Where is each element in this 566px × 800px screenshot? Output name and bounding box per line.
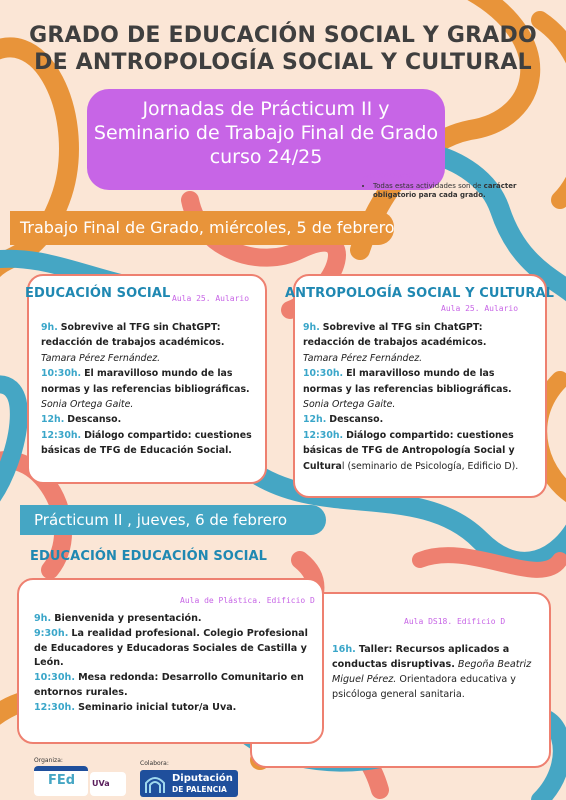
item-time: 12:30h.	[34, 701, 76, 713]
schedule-item	[34, 701, 312, 716]
item-title: Bienvenida y presentación.	[54, 613, 202, 624]
tfg-banner: Trabajo Final de Grado, miércoles, 5 de febrero	[10, 211, 394, 245]
item-time: 10:30h.	[34, 672, 76, 684]
item-time: 12:30h.	[303, 429, 344, 441]
item-time: 9h.	[303, 322, 320, 333]
organiza-label: Organiza:	[34, 757, 63, 764]
schedule-item	[41, 366, 255, 412]
item-time: 12:30h.	[41, 429, 82, 441]
practicum-heading: EDUCACIÓN EDUCACIÓN SOCIAL	[30, 549, 268, 564]
item-title: Diálogo compartido: cuestiones básicas de TFG de Antropología Social y Cultura	[303, 429, 515, 472]
uva-logo	[90, 772, 126, 796]
important-note	[363, 172, 543, 200]
item-speaker: Sonia Ortega Gaite.	[303, 399, 396, 411]
item-speaker: Tamara Pérez Fernández.	[41, 352, 161, 364]
schedule-item	[34, 627, 312, 671]
colabora-label: Colabora:	[140, 760, 169, 767]
item-time: 10:30h.	[303, 368, 344, 380]
fed-logo-text: FEd	[48, 773, 76, 788]
antropologia-aula: Aula 25. Aulario	[441, 304, 519, 313]
event-title-line-2: Seminario de Trabajo Final de Grado	[93, 122, 439, 144]
diputacion-line-2: DE PALENCIA	[172, 785, 227, 794]
item-time: 16h.	[332, 644, 356, 655]
educacion-heading: EDUCACIÓN SOCIAL	[25, 286, 171, 301]
item-title: La realidad profesional. Colegio Profesional de Educadores y Educadoras Sociales de Castilla y León.	[34, 627, 308, 669]
item-time: 9:30h.	[34, 627, 69, 639]
schedule-item	[34, 612, 312, 627]
item-title: Sobrevive al TFG sin ChatGPT: redacción de trabajos académicos.	[303, 322, 487, 349]
important-item	[373, 182, 543, 200]
event-title-line-3: curso 24/25	[209, 146, 323, 168]
title-line-1: GRADO DE EDUCACIÓN SOCIAL Y GRADO	[29, 23, 537, 48]
item-title: Descanso.	[329, 414, 384, 426]
schedule-item	[41, 320, 255, 366]
practicum-right-aula: Aula DS18. Edificio D	[404, 617, 506, 626]
item-note: Orientadora educativa y psicóloga general sanitaria.	[332, 674, 516, 700]
schedule-item	[303, 412, 537, 427]
item-title: Descanso.	[67, 414, 122, 426]
item-time: 9h.	[34, 613, 52, 624]
item-title: Seminario inicial tutor/a Uva.	[78, 701, 237, 713]
item-time: 12h.	[303, 414, 327, 426]
schedule-item	[303, 366, 537, 412]
item-title: El maravilloso mundo de las normas y las referencias bibliográficas.	[41, 368, 250, 395]
schedule-item	[41, 412, 255, 427]
tfg-educacion-card	[27, 274, 267, 484]
item-time: 10:30h.	[41, 368, 82, 380]
item-time: 9h.	[41, 322, 58, 333]
item-title: El maravilloso mundo de las normas y las referencias bibliográficas.	[303, 368, 512, 395]
item-time: 12h.	[41, 414, 65, 426]
schedule-item	[303, 320, 537, 366]
item-title: Mesa redonda: Desarrollo Comunitario en entornos rurales.	[34, 672, 304, 698]
title-line-2: DE ANTROPOLOGÍA SOCIAL Y CULTURAL	[34, 50, 532, 75]
diputacion-line-1: Diputación	[172, 773, 233, 784]
item-title: Sobrevive al TFG sin ChatGPT: redacción de trabajos académicos.	[41, 322, 225, 349]
important-text: Todas estas actividades son de	[373, 182, 484, 190]
schedule-item	[303, 428, 537, 474]
fed-logo	[34, 766, 88, 796]
item-title: Diálogo compartido: cuestiones básicas de TFG de Educación Social.	[41, 429, 252, 457]
event-title-line-1: Jornadas de Prácticum II y	[142, 98, 390, 120]
schedule-item	[34, 671, 312, 701]
schedule-item	[41, 428, 255, 459]
diputacion-logo	[140, 770, 238, 797]
item-note: l (seminario de Psicología, Edificio D).	[341, 460, 519, 472]
item-speaker: Sonia Ortega Gaite.	[41, 399, 134, 411]
uva-logo-text: UVa	[92, 779, 110, 788]
practicum-left-aula: Aula de Plástica. Edificio D	[180, 596, 315, 605]
item-title: Taller: Recursos aplicados a conductas disruptivas.	[332, 644, 510, 670]
page-title	[0, 22, 566, 76]
item-speaker: Tamara Pérez Fernández.	[303, 352, 423, 364]
item-speaker: Begoña Beatriz Miguel Pérez.	[332, 659, 532, 685]
important-text-bold: carácter obligatorio para cada grado.	[373, 182, 517, 199]
important-heading: IMPORTANTE	[363, 172, 414, 180]
practicum-banner: Prácticum II , jueves, 6 de febrero	[20, 505, 326, 535]
educacion-aula: Aula 25. Aulario	[172, 294, 250, 303]
antropologia-heading: ANTROPOLOGÍA SOCIAL Y CULTURAL	[285, 286, 555, 301]
diputacion-arch-icon	[144, 773, 166, 794]
